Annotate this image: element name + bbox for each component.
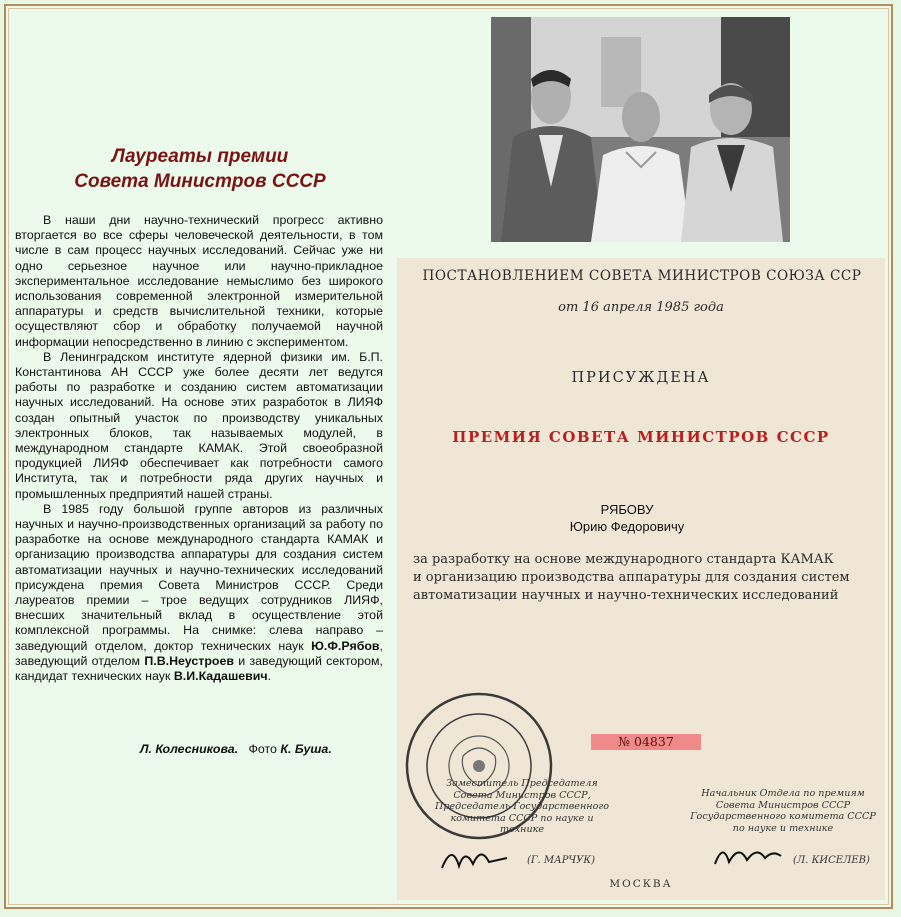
paragraph-3-text-c: и заведующий сектором, кандидат технических наук — [15, 653, 383, 684]
left-signatory-name: (Г. МАРЧУК) — [527, 855, 596, 866]
title-line-2: Совета Министров СССР — [74, 171, 326, 192]
award-description-line-3: автоматизации научных и научно-технических исследований — [413, 588, 839, 603]
paragraph-3-text-a: В 1985 году большой группе авторов из различных научных и научно-производственных организаций за работу по разработке на основе международного стандарта КАМАК и организацию производства аппаратуры для создания систем автоматизации научных и научно-технических исследований присуждена премия Совета Министров СССР. Среди лауреатов премии – трое ведущих сотрудников ЛИЯФ, внесших значительный вклад в осуществление этой комплексной программы. На снимке: слева направо – заведующий отделом, доктор технических наук — [15, 501, 383, 653]
article-credit — [140, 742, 370, 757]
certificate-date: от 16 апреля 1985 года — [558, 300, 724, 315]
left-signatory-line-1: Заместитель Председателя — [446, 778, 598, 789]
award-description-line-1: за разработку на основе международного стандарта КАМАК — [413, 552, 834, 567]
article-body — [15, 213, 383, 684]
award-certificate — [397, 258, 885, 900]
photo-label: Фото — [248, 742, 277, 756]
paragraph-1: В наши дни научно-технический прогресс активно вторгается во все сферы человеческой деятельности, в том числе в сам процесс научных исследований. Сейчас уже ни одно серьезное научное или научно-прикладное экспериментальное исследование немыслимо без широкого использования современной электронной измерительной аппаратуры и средств вычислительной техники, которые осуществляют сбор и обработку получаемой научной информации непосредственно в линию с экспериментом. — [15, 213, 383, 349]
article-title — [14, 144, 386, 194]
title-line-1: Лауреаты премии — [111, 146, 289, 167]
certificate-prize: ПРЕМИЯ СОВЕТА МИНИСТРОВ СССР — [452, 428, 830, 446]
right-signatory-line-3: Государственного комитета СССР — [690, 811, 876, 822]
right-signatory-line-4: по науке и технике — [732, 822, 834, 834]
certificate-awarded: ПРИСУЖДЕНА — [571, 370, 711, 386]
photo-illustration — [491, 17, 790, 242]
award-description-line-2: и организацию производства аппаратуры для создания систем — [413, 570, 850, 585]
left-signature — [437, 838, 517, 878]
right-signatory-line-1: Начальник Отдела по премиям — [701, 788, 865, 799]
paragraph-3 — [15, 502, 383, 684]
certificate-number: № 04837 — [591, 734, 701, 750]
paragraph-3-text-d: . — [267, 669, 272, 684]
certificate-header: ПОСТАНОВЛЕНИЕМ СОВЕТА МИНИСТРОВ СОЮЗА ССР — [422, 268, 862, 284]
laureate-name-1: Ю.Ф.Рябов — [311, 638, 380, 653]
left-signatory-line-3: Председатель Государственного — [434, 801, 610, 812]
right-signatory-title — [685, 788, 881, 834]
right-signatory-name: (Л. КИСЕЛЕВ) — [793, 855, 870, 866]
recipient-name: Юрию Федоровичу — [569, 519, 685, 534]
right-signature — [709, 836, 789, 876]
recipient-surname: РЯБОВУ — [600, 502, 654, 517]
laureate-name-2: П.В.Неустроев — [144, 653, 234, 668]
paragraph-2: В Ленинградском институте ядерной физики им. Б.П. Константинова АН СССР уже более десяти лет ведутся работы по разработке и созданию систем автоматизации научных исследований. На основе этих разработок в ЛИЯФ создан опытный участок по производству уникальных электронных блоков, так называемых модулей, в международном стандарте КАМАК. Этой своеобразной продукцией ЛИЯФ обеспечивает как потребности самого Института, так и потребности ряда других научных и промышленных предприятий нашей страны. — [15, 349, 383, 501]
certificate-city: МОСКВА — [609, 878, 673, 890]
laureate-name-3: В.И.Кадашевич — [173, 669, 268, 684]
left-signatory-title — [427, 778, 617, 836]
left-signatory-line-2: Совета Министров СССР, — [453, 789, 591, 801]
photographer-name: К. Буша. — [280, 742, 332, 756]
paragraph-3-text-b: , заведующий отделом — [15, 638, 383, 668]
award-description — [413, 551, 873, 605]
left-signatory-line-4: комитета СССР по науке и технике — [450, 812, 594, 835]
right-signatory-line-2: Совета Министров СССР — [715, 799, 851, 811]
laureates-photo — [491, 17, 790, 242]
author-name: Л. Колесникова. — [140, 742, 239, 756]
